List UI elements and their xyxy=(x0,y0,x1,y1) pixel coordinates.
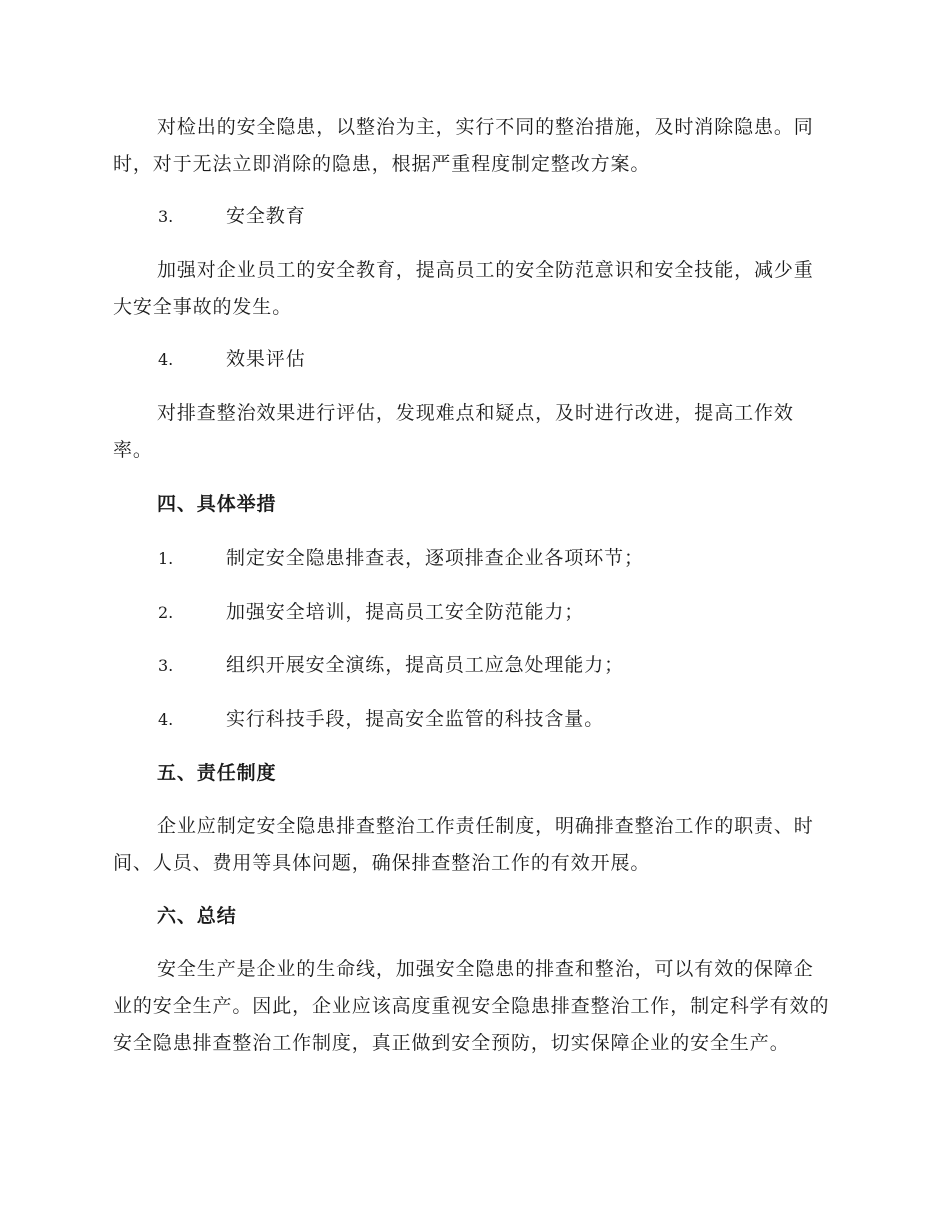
paragraph-summary: 安全生产是企业的生命线，加强安全隐患的排查和整治，可以有效的保障企业的安全生产。因此，企业应该高度重视安全隐患排查整治工作，制定科学有效的安全隐患排查整治工作制度，真正做到安全预防，切实保障企业的安全生产。 xyxy=(113,958,830,1054)
list-item-label: 组织开展安全演练，提高员工应急处理能力； xyxy=(226,654,625,676)
list-item-number: 4. xyxy=(158,350,174,369)
list-item-number: 2. xyxy=(158,603,174,622)
section-heading-responsibility-system: 五、责任制度 xyxy=(157,762,277,784)
list-item-label: 实行科技手段，提高安全监管的科技含量。 xyxy=(226,708,605,730)
paragraph-hazard-rectification: 对检出的安全隐患，以整治为主，实行不同的整治措施，及时消除隐患。同时，对于无法立即消除的隐患，根据严重程度制定整改方案。 xyxy=(113,116,814,175)
list-item-number: 3. xyxy=(158,656,174,675)
paragraph-effect-evaluation: 对排查整治效果进行评估，发现难点和疑点，及时进行改进，提高工作效率。 xyxy=(113,402,794,461)
list-item-label: 加强安全培训，提高员工安全防范能力； xyxy=(226,601,585,623)
section-heading-specific-measures: 四、具体举措 xyxy=(157,493,277,515)
list-item-label: 效果评估 xyxy=(226,348,306,370)
list-item-label: 制定安全隐患排查表，逐项排查企业各项环节； xyxy=(226,547,644,569)
section-heading-summary: 六、总结 xyxy=(157,905,237,927)
paragraph-responsibility-system: 企业应制定安全隐患排查整治工作责任制度，明确排查整治工作的职责、时间、人员、费用等具体问题，确保排查整治工作的有效开展。 xyxy=(113,815,814,874)
list-item-number: 3. xyxy=(158,207,174,226)
list-item-number: 1. xyxy=(158,549,174,568)
paragraph-safety-education: 加强对企业员工的安全教育，提高员工的安全防范意识和安全技能，减少重大安全事故的发生。 xyxy=(113,259,814,318)
list-item-number: 4. xyxy=(158,710,174,729)
list-item-label: 安全教育 xyxy=(226,205,306,227)
